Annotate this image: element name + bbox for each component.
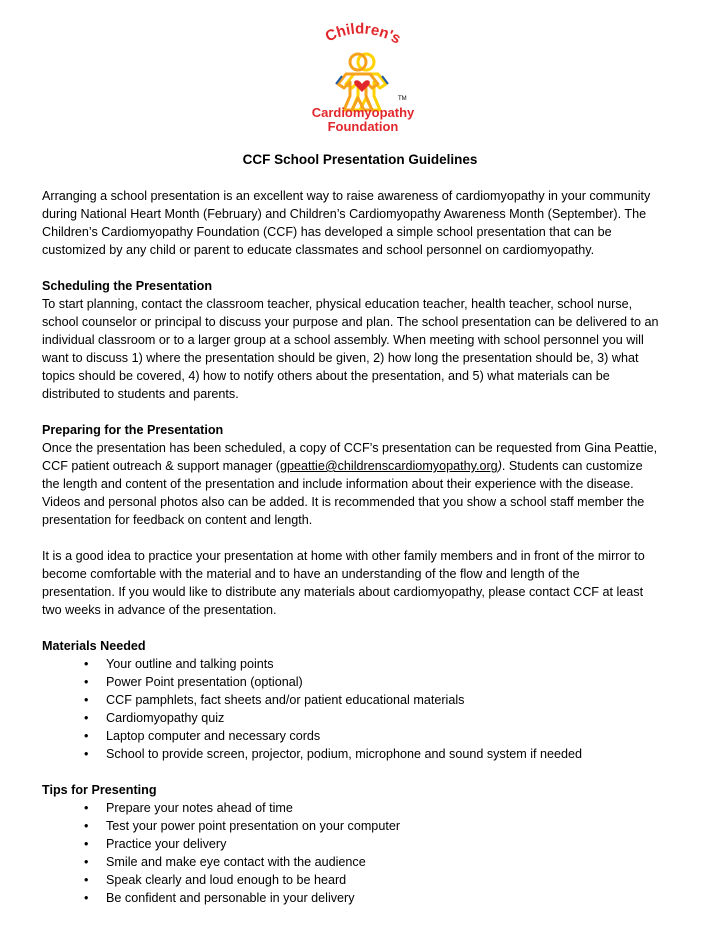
section-materials [42, 637, 682, 763]
bullet-icon: • [84, 801, 89, 815]
text-line: presentation for feedback on content and length. [42, 513, 313, 527]
bullet-icon: • [84, 891, 89, 905]
list-item-text: Smile and make eye contact with the audience [106, 855, 366, 869]
list-item [42, 727, 682, 745]
list-item-text: School to provide screen, projector, podium, microphone and sound system if needed [106, 747, 583, 761]
list-item-text: Speak clearly and loud enough to be heard [106, 873, 347, 887]
bullet-icon: • [84, 855, 89, 869]
logo-text-line1: Cardiomyopathy [311, 105, 415, 120]
bullet-icon: • [84, 873, 89, 887]
list-item [42, 817, 682, 835]
text-line [42, 457, 682, 475]
text-line: topics should be covered, 4) how to notify others about the presentation, and 5) what materials can be [42, 369, 610, 383]
text-line: become comfortable with the material and to have an understanding of the flow and length of the [42, 567, 580, 581]
section-tips [42, 781, 682, 907]
bullet-icon: • [84, 711, 89, 725]
list-item [42, 853, 682, 871]
text-line: Arranging a school presentation is an excellent way to raise awareness of cardiomyopathy in your community [42, 189, 651, 203]
tips-list [42, 799, 682, 907]
text-line: customized by any child or parent to educate classmates and school personnel on cardiomyopathy. [42, 243, 595, 257]
logo-figures-icon [336, 54, 388, 110]
text-line: Once the presentation has been scheduled, a copy of CCF’s presentation can be requested from Gina Peattie, [42, 441, 658, 455]
list-item-text: Practice your delivery [106, 837, 227, 851]
list-item [42, 835, 682, 853]
document-body [42, 187, 682, 907]
list-item [42, 889, 682, 907]
list-item-text: Be confident and personable in your delivery [106, 891, 355, 905]
logo-tm: TM [398, 96, 407, 102]
text-line: It is a good idea to practice your presentation at home with other family members and in front of the mirror to [42, 549, 645, 563]
intro-paragraph [42, 187, 682, 259]
list-item-text: Prepare your notes ahead of time [106, 801, 293, 815]
section-scheduling [42, 277, 682, 403]
logo-arc-text: Children's [322, 20, 404, 48]
text-line: To start planning, contact the classroom teacher, physical education teacher, health teacher, school nurse, [42, 297, 633, 311]
list-item-text: Cardiomyopathy quiz [106, 711, 225, 725]
text-line: the length and content of the presentation and include information about their experience with the disease. [42, 477, 634, 491]
text-line: during National Heart Month (February) and Children’s Cardiomyopathy Awareness Month (September). The [42, 207, 647, 221]
list-item [42, 691, 682, 709]
list-item [42, 745, 682, 763]
list-item-text: CCF pamphlets, fact sheets and/or patient educational materials [106, 693, 465, 707]
list-item-text: Your outline and talking points [106, 657, 274, 671]
bullet-icon: • [84, 729, 89, 743]
list-item [42, 655, 682, 673]
text-fragment: ) [497, 459, 502, 473]
text-line: individual classroom or to a larger group at a school assembly. When meeting with school personnel you will [42, 333, 644, 347]
text-line: presentation. If you would like to distribute any materials about cardiomyopathy, please contact CCF at least [42, 585, 644, 599]
list-item [42, 709, 682, 727]
bullet-icon: • [84, 837, 89, 851]
list-item-text: Power Point presentation (optional) [106, 675, 303, 689]
text-line: school counselor or principal to discuss your purpose and plan. The school presentation can be delivered to an [42, 315, 659, 329]
bullet-icon: • [84, 747, 89, 761]
text-line: distributed to students and parents. [42, 387, 239, 401]
list-item [42, 673, 682, 691]
list-item-text: Laptop computer and necessary cords [106, 729, 321, 743]
text-fragment: . Students can customize [501, 459, 643, 473]
section-heading: Preparing for the Presentation [42, 423, 224, 437]
materials-list [42, 655, 682, 763]
bullet-icon: • [84, 675, 89, 689]
logo-text-line2: Foundation [327, 119, 399, 134]
text-line: Children’s Cardiomyopathy Foundation (CCF) has developed a simple school presentation that can be [42, 225, 612, 239]
email-link[interactable]: gpeattie@childrenscardiomyopathy.org [280, 459, 498, 473]
list-item [42, 871, 682, 889]
text-fragment: CCF patient outreach & support manager ( [42, 459, 281, 473]
page-title: CCF School Presentation Guidelines [242, 152, 478, 167]
bullet-icon: • [84, 657, 89, 671]
section-heading: Tips for Presenting [42, 783, 157, 797]
section-heading: Scheduling the Presentation [42, 279, 213, 293]
bullet-icon: • [84, 693, 89, 707]
list-item [42, 799, 682, 817]
ccf-logo-graphic [298, 18, 428, 136]
text-line: two weeks in advance of the presentation. [42, 603, 277, 617]
section-heading: Materials Needed [42, 639, 146, 653]
text-line: want to discuss 1) where the presentation should be given, 2) how long the presentation should be, 3) what [42, 351, 639, 365]
ccf-logo [298, 18, 428, 136]
list-item-text: Test your power point presentation on your computer [106, 819, 401, 833]
section-preparing [42, 421, 682, 619]
text-line: Videos and personal photos also can be added. It is recommended that you show a school staff member the [42, 495, 645, 509]
bullet-icon: • [84, 819, 89, 833]
